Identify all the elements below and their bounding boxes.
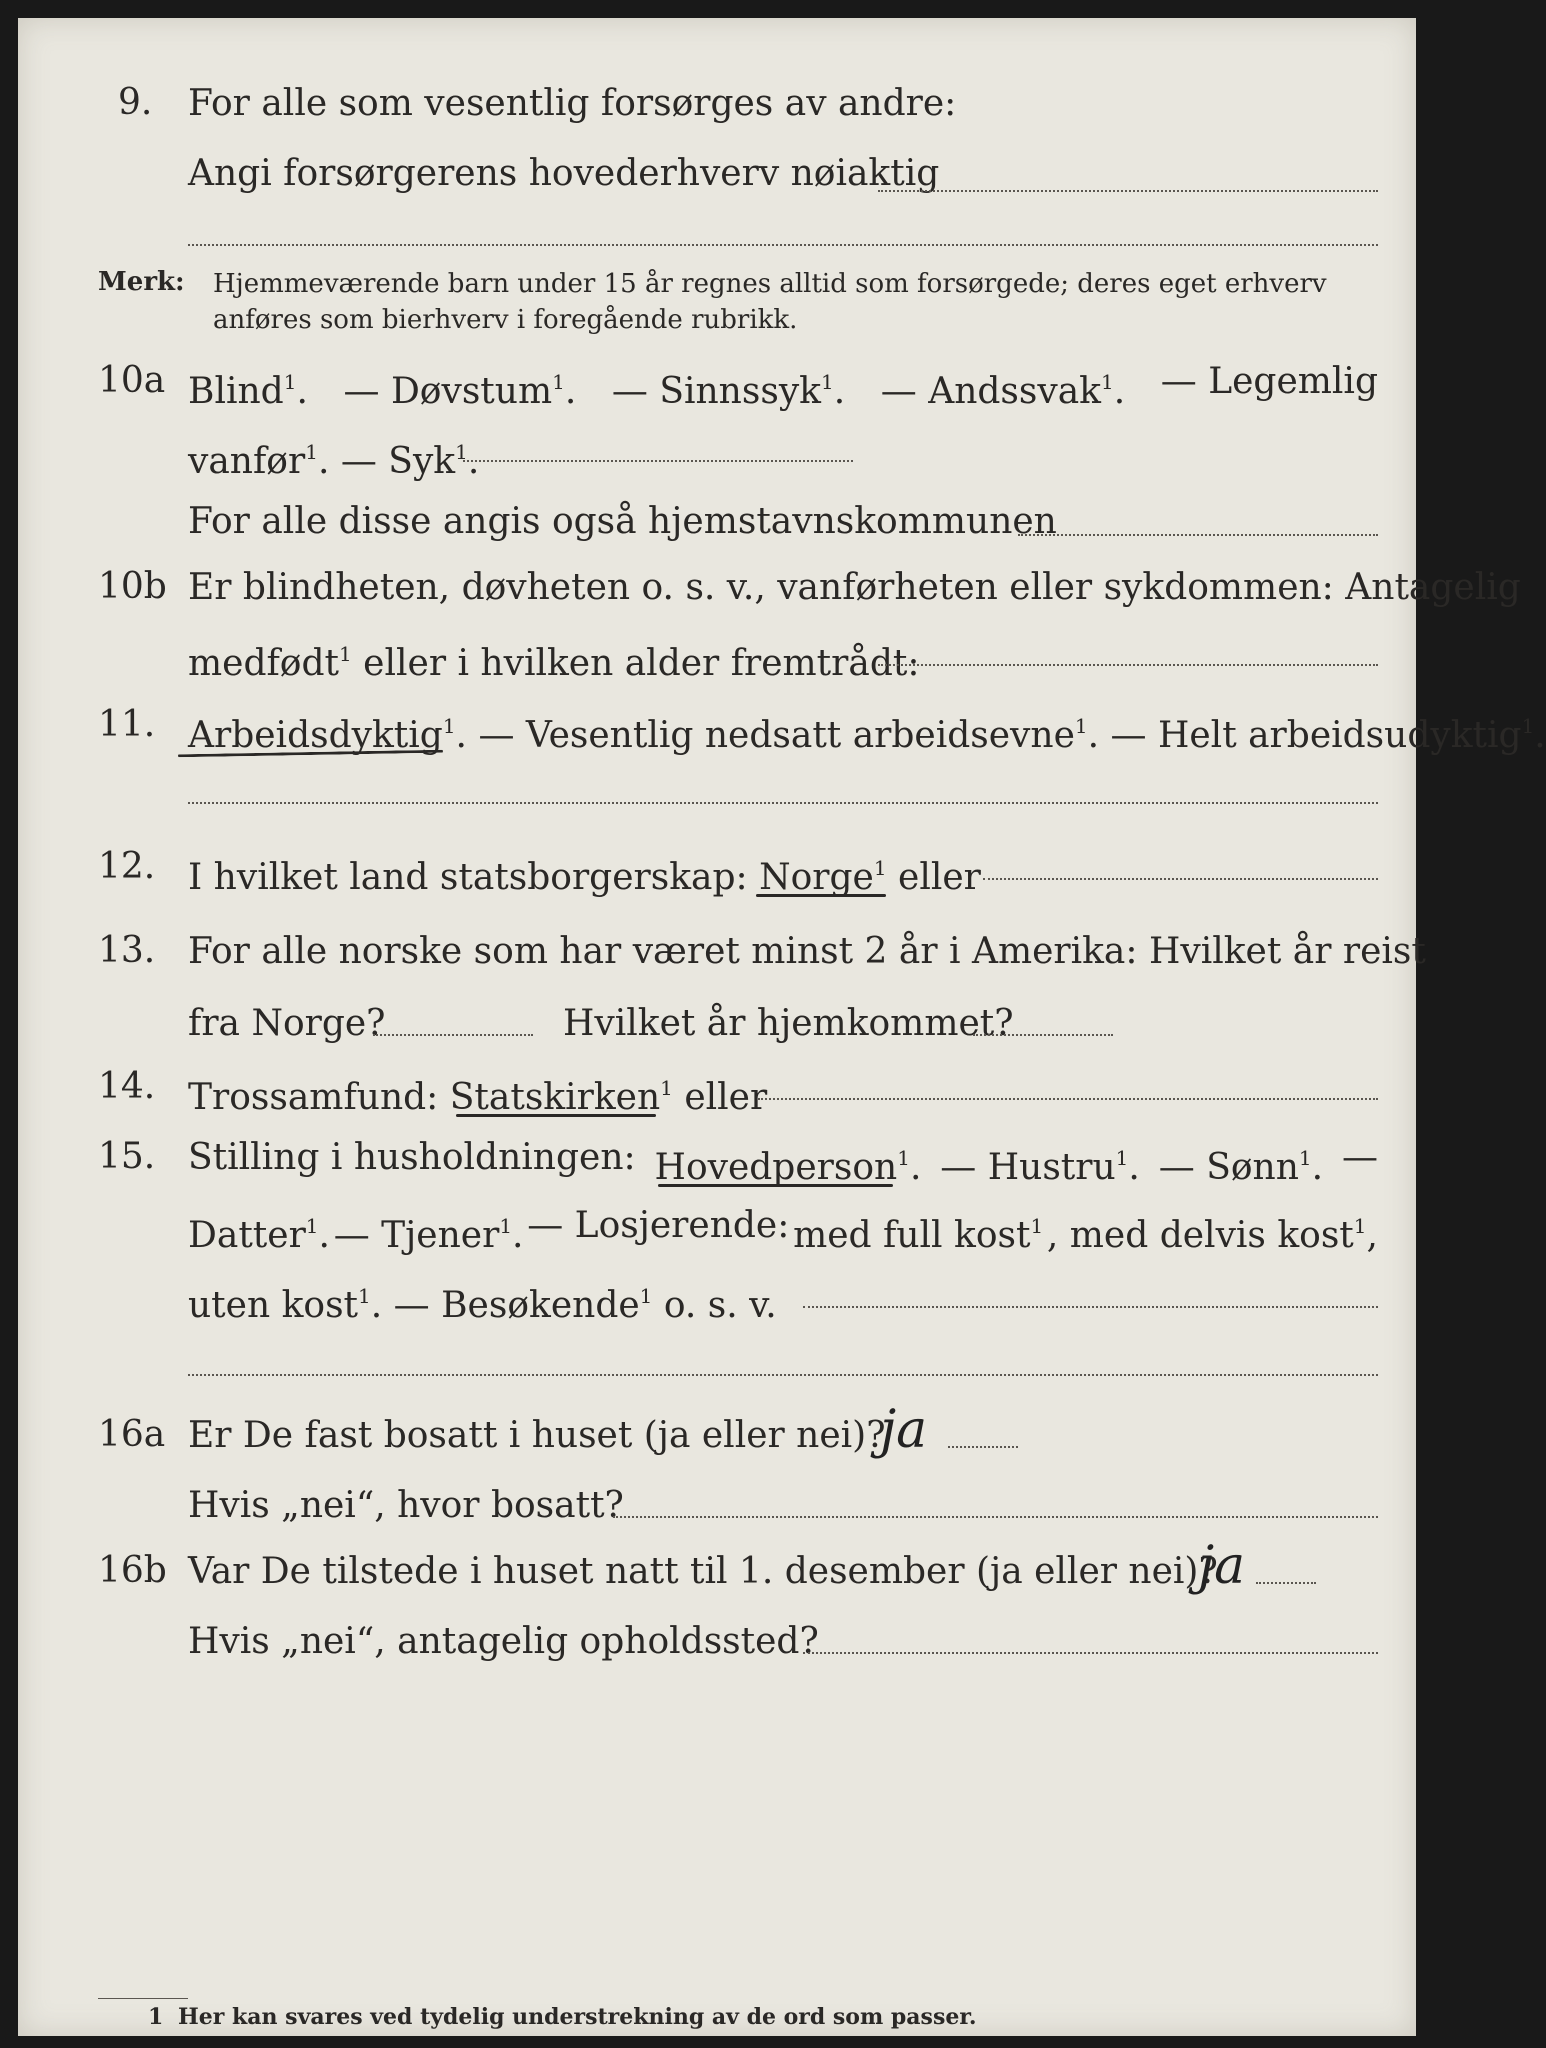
q10a-answer-line bbox=[463, 460, 853, 462]
q10a-opt-vanfor[interactable]: vanfør$^1$. bbox=[188, 440, 330, 482]
q15-answer-line-2 bbox=[188, 1374, 1378, 1376]
merk-line1: Hjemmeværende barn under 15 år regnes alltid som forsørgede; deres eget erhverv bbox=[213, 269, 1327, 299]
q10a-opt-dovstum[interactable]: — Døvstum$^1$. bbox=[343, 370, 577, 412]
q16a-line2: Hvis „nei“, hvor bosatt? bbox=[188, 1485, 624, 1526]
footnote-text: Her kan svares ved tydelig understrekning av de ord som passer. bbox=[178, 2004, 977, 2030]
q16b-opholdssted-line bbox=[803, 1652, 1378, 1654]
q16b-line1: Var De tilstede i huset natt til 1. desember (ja eller nei)? bbox=[188, 1551, 1218, 1592]
q11-number: 11. bbox=[98, 704, 156, 745]
q10b-line2: medfødt$^1$ eller i hvilken alder fremtrådt: bbox=[188, 642, 920, 684]
q16b-line2: Hvis „nei“, antagelig opholdssted? bbox=[188, 1621, 819, 1662]
q12-underline-mark bbox=[756, 894, 886, 897]
q14-underline-mark bbox=[456, 1114, 656, 1117]
q9-line1: For alle som vesentlig forsørges av andre: bbox=[188, 83, 957, 124]
q10b-number: 10b bbox=[98, 566, 167, 607]
q16a-number: 16a bbox=[98, 1414, 166, 1455]
q10a-number: 10a bbox=[98, 360, 166, 401]
q16b-number: 16b bbox=[98, 1550, 167, 1591]
q10a-opt-sinnssyk[interactable]: — Sinnssyk$^1$. bbox=[611, 370, 846, 412]
q15-opt-datter[interactable]: Datter$^1$. bbox=[188, 1214, 330, 1256]
q14-answer-line bbox=[758, 1098, 1378, 1100]
q10a-opt-legemlig[interactable]: — Legemlig bbox=[1160, 361, 1378, 402]
q9-answer-line-1 bbox=[878, 190, 1378, 192]
q15-opt-full-kost[interactable]: med full kost$^1$ bbox=[793, 1214, 1044, 1256]
q10b-answer-line bbox=[878, 664, 1378, 666]
footnote-rule bbox=[98, 1998, 188, 1999]
footnote-marker: 1 bbox=[148, 2004, 164, 2030]
q13-line2b: Hvilket år hjemkommet? bbox=[563, 1003, 1014, 1044]
q10b-line1: Er blindheten, døvheten o. s. v., vanførheten eller sykdommen: Antagelig bbox=[188, 567, 1521, 608]
q14-number: 14. bbox=[98, 1066, 156, 1107]
q10a-opt-andssvak[interactable]: — Andssvak$^1$. bbox=[880, 370, 1126, 412]
q10a-line2 bbox=[188, 430, 479, 484]
q10a-opt-blind[interactable]: Blind$^1$. bbox=[188, 370, 308, 412]
q15-opt-hovedperson[interactable]: Hovedperson$^1$. bbox=[654, 1146, 922, 1188]
q12-answer-line bbox=[983, 878, 1378, 880]
q13-line2a: fra Norge? bbox=[188, 1003, 386, 1044]
q10a-kommune-line bbox=[1018, 534, 1378, 536]
q16b-answer-line bbox=[1256, 1582, 1316, 1584]
q10a-opt-syk[interactable]: — Syk$^1$. bbox=[340, 440, 480, 482]
q15-opt-delvis-kost[interactable]: , med delvis kost$^1$, bbox=[1046, 1214, 1378, 1256]
q10a-options-row bbox=[188, 360, 1378, 414]
q16a-answer-line bbox=[948, 1446, 1018, 1448]
q13-reist-line bbox=[373, 1034, 533, 1036]
q15-opt-besokende[interactable]: — Besøkende$^1$ bbox=[393, 1284, 653, 1326]
q15-underline-mark bbox=[658, 1184, 893, 1187]
q9-answer-line-2 bbox=[188, 244, 1378, 246]
q10a-line3: For alle disse angis også hjemstavnskommunen bbox=[188, 501, 1057, 542]
q11-opt-arbeidsdyktig[interactable]: Arbeidsdyktig$^1$. bbox=[188, 714, 467, 756]
q11-answer-line bbox=[188, 802, 1378, 804]
q16a-bosatt-line bbox=[613, 1516, 1378, 1518]
merk-line2: anføres som bierhverv i foregående rubrikk. bbox=[213, 305, 798, 335]
q15-line3: uten kost$^1$. — Besøkende$^1$ o. s. v. bbox=[188, 1284, 777, 1326]
q15-opt-uten-kost[interactable]: uten kost$^1$. bbox=[188, 1284, 383, 1326]
q9-line2: Angi forsørgerens hovederhverv nøiaktig bbox=[188, 153, 940, 194]
q9-number: 9. bbox=[118, 82, 153, 123]
q13-line1: For alle norske som har været minst 2 år i Amerika: Hvilket år reist bbox=[188, 931, 1426, 972]
q11-opt-udyktig[interactable]: — Helt arbeidsudyktig$^1$. bbox=[1110, 714, 1546, 756]
q15-opt-sonn[interactable]: — Sønn$^1$. bbox=[1158, 1146, 1324, 1188]
q15-line1: Stilling i husholdningen: Hovedperson$^1$. — Hustru$^1$. — Sønn$^1$. — bbox=[188, 1137, 1378, 1188]
q11-opt-nedsatt[interactable]: — Vesentlig nedsatt arbeidsevne$^1$. bbox=[478, 714, 1100, 756]
q12-opt-norge[interactable]: Norge$^1$ bbox=[759, 856, 887, 898]
q12-line: I hvilket land statsborgerskap: Norge$^1$ eller bbox=[188, 856, 981, 898]
q14-line: Trossamfund: Statskirken$^1$ eller bbox=[188, 1076, 768, 1118]
q16a-line1: Er De fast bosatt i huset (ja eller nei)? bbox=[188, 1415, 886, 1456]
q14-opt-statskirken[interactable]: Statskirken$^1$ bbox=[449, 1076, 673, 1118]
q15-line2: Datter$^1$. — Tjener$^1$. — Losjerende: med full kost$^1$ , med delvis kost$^1$, bbox=[188, 1205, 1378, 1256]
census-form-page bbox=[18, 18, 1546, 2036]
q15-answer-line-1 bbox=[803, 1306, 1378, 1308]
q12-number: 12. bbox=[98, 846, 156, 887]
q15-opt-hustru[interactable]: — Hustru$^1$. bbox=[940, 1146, 1140, 1188]
q13-number: 13. bbox=[98, 930, 156, 971]
q15-number: 15. bbox=[98, 1136, 156, 1177]
q16a-handwritten-answer[interactable]: ja bbox=[880, 1400, 928, 1460]
q15-opt-tjener[interactable]: — Tjener$^1$. bbox=[333, 1214, 524, 1256]
q16b-handwritten-answer[interactable]: ja bbox=[1198, 1536, 1246, 1596]
q13-hjemkommet-line bbox=[973, 1034, 1113, 1036]
merk-label: Merk: bbox=[98, 267, 185, 297]
